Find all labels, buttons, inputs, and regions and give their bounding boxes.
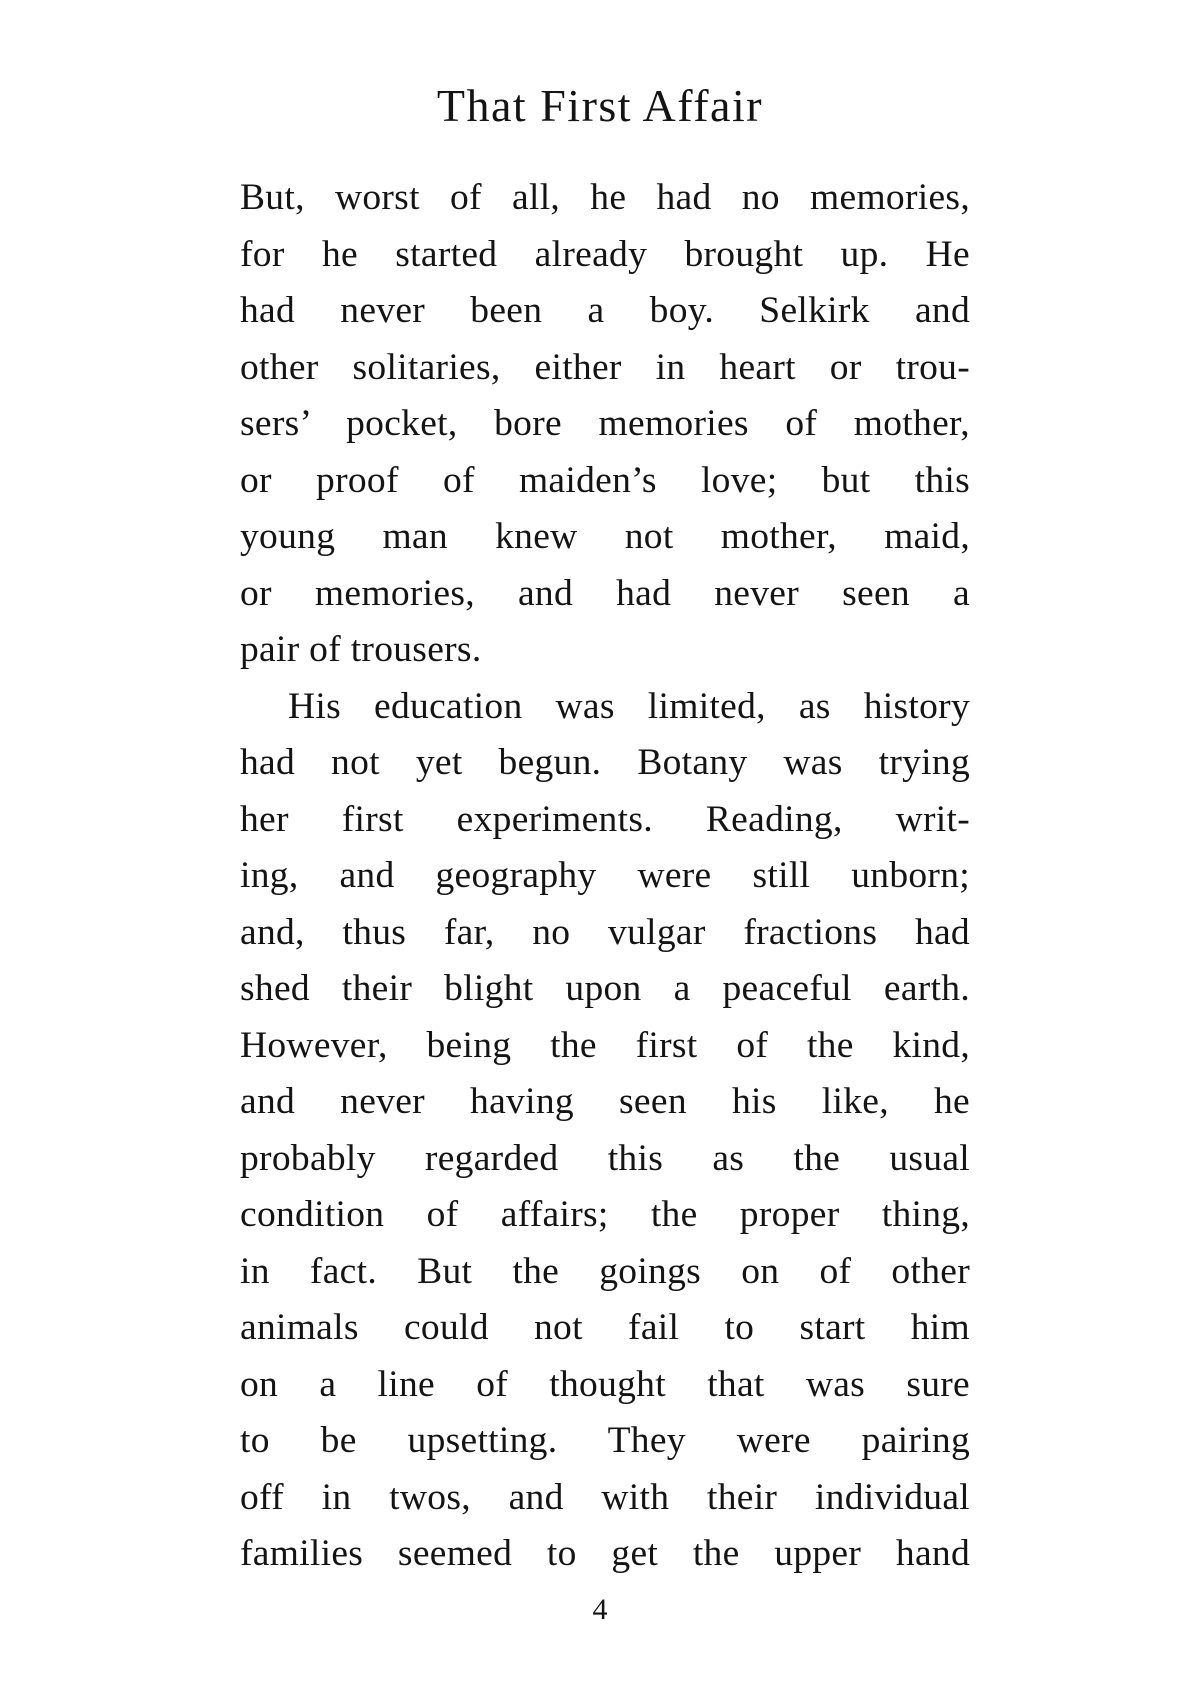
text-line: her first experiments. Reading, writ-: [240, 798, 970, 840]
text-line: But, worst of all, he had no memories,: [240, 177, 970, 218]
paragraph-2: [240, 679, 970, 1583]
text-line: in fact. But the goings on of other: [240, 1250, 970, 1292]
text-line: animals could not fail to start him: [240, 1307, 970, 1348]
text-line: off in twos, and with their individual: [240, 1476, 970, 1518]
text-line: to be upsetting. They were pairing: [240, 1420, 970, 1461]
text-line: His education was limited, as history: [288, 685, 970, 727]
text-line: for he started already brought up. He: [240, 233, 970, 275]
text-line: condition of affairs; the proper thing,: [240, 1194, 970, 1235]
text-line: had never been a boy. Selkirk and: [240, 290, 970, 331]
page-number: 4: [592, 1593, 608, 1626]
body-text: [240, 170, 970, 1583]
text-line: or memories, and had never seen a: [240, 572, 970, 614]
text-line: ing, and geography were still unborn;: [240, 855, 970, 896]
text-line: sers’ pocket, bore memories of mother,: [240, 403, 970, 444]
text-line: families seemed to get the upper hand: [240, 1533, 970, 1574]
text-line: young man knew not mother, maid,: [240, 516, 970, 557]
text-line: and never having seen his like, he: [240, 1081, 970, 1122]
text-line: and, thus far, no vulgar fractions had: [240, 911, 970, 953]
text-line: had not yet begun. Botany was trying: [240, 742, 970, 783]
text-line: or proof of maiden’s love; but this: [240, 459, 970, 501]
running-head: That First Affair: [436, 80, 764, 131]
text-line: shed their blight upon a peaceful earth.: [240, 968, 970, 1009]
text-line: probably regarded this as the usual: [240, 1137, 970, 1179]
text-line: other solitaries, either in heart or trou-: [240, 346, 970, 388]
paragraph-1: [240, 170, 970, 679]
text-line: on a line of thought that was sure: [240, 1363, 970, 1405]
text-line: pair of trousers.: [240, 629, 482, 670]
text-line: However, being the first of the kind,: [240, 1024, 970, 1066]
